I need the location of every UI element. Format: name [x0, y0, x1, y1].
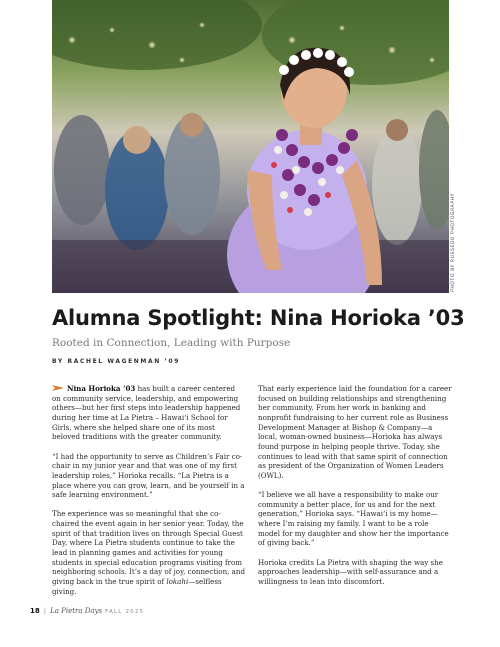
page-number: 18: [30, 607, 40, 615]
paragraph-text: —selfless giving.: [52, 577, 222, 596]
paragraph: “I had the opportunity to serve as Children’s Fair co-chair in my junior year and that was one of my first leadership roles,” Horioka recalls. “La Pietra is a place where you can grow, learn, and be yourself in a safe learning environment.”: [52, 451, 245, 500]
paragraph: “I believe we all have a responsibility to make our community a better place, for us and for the next generation,” Horioka says. “Hawai‘i is my home—where I’m raising my family. I want to be a role model for my daughter and show her the importance of giving back.”: [258, 490, 449, 548]
arrow-icon: [52, 385, 64, 391]
article-title: Alumna Spotlight: Nina Horioka ’03: [52, 306, 465, 330]
footer-separator: |: [43, 607, 47, 615]
emphasis-word: lokahi: [166, 577, 189, 586]
article-byline: BY RACHEL WAGENMAN ’09: [52, 358, 180, 365]
paragraph-text: The experience was so meaningful that she co-chaired the event again in her senior year. Today, the spirit of that tradition lives on through Special Guest Day, where La Pietra students continue to take the lead in planning games and activities for young students in special education programs visiting from neighboring schools. It’s a day of joy, connection, and giving back in the true spirit of: [52, 509, 245, 586]
lead-name: Nina Horioka ’03: [67, 384, 136, 393]
photo-credit: PHOTO BY RUSSEDO PHOTOGRAPHY: [451, 193, 456, 292]
paragraph: [52, 509, 245, 596]
paragraph: That early experience laid the foundation for a career focused on building relationships and strengthening her community. From her work in banking and nonprofit fundraising to her current role as Business Development Manager at Bishop & Company—a local, woman-owned business—Horioka has always found purpose in helping people thrive. Today, she continues to lead with that same spirit of connection as president of the Organization of Women Leaders (OWL).: [258, 384, 452, 480]
paragraph: [52, 384, 245, 442]
paragraph-text: has built a career centered on community service, leadership, and empowering others—but her first steps into leadership happened during her time at La Pietra – Hawai‘i School for Girls, where she helped share one of its most beloved traditions with the greater community.: [52, 384, 241, 442]
article-subtitle: Rooted in Connection, Leading with Purpose: [52, 337, 291, 349]
paragraph: Horioka credits La Pietra with shaping the way she approaches leadership—with self-assurance and a willingness to lean into discomfort.: [258, 557, 443, 586]
issue-season: FALL 2025: [105, 609, 145, 615]
article-column-right: [258, 384, 452, 596]
page-footer: [30, 607, 144, 615]
article-column-left: [52, 384, 245, 606]
publication-name: La Pietra Days: [50, 607, 103, 615]
hero-photo-illustration: [52, 0, 449, 293]
hero-photo: [52, 0, 449, 293]
